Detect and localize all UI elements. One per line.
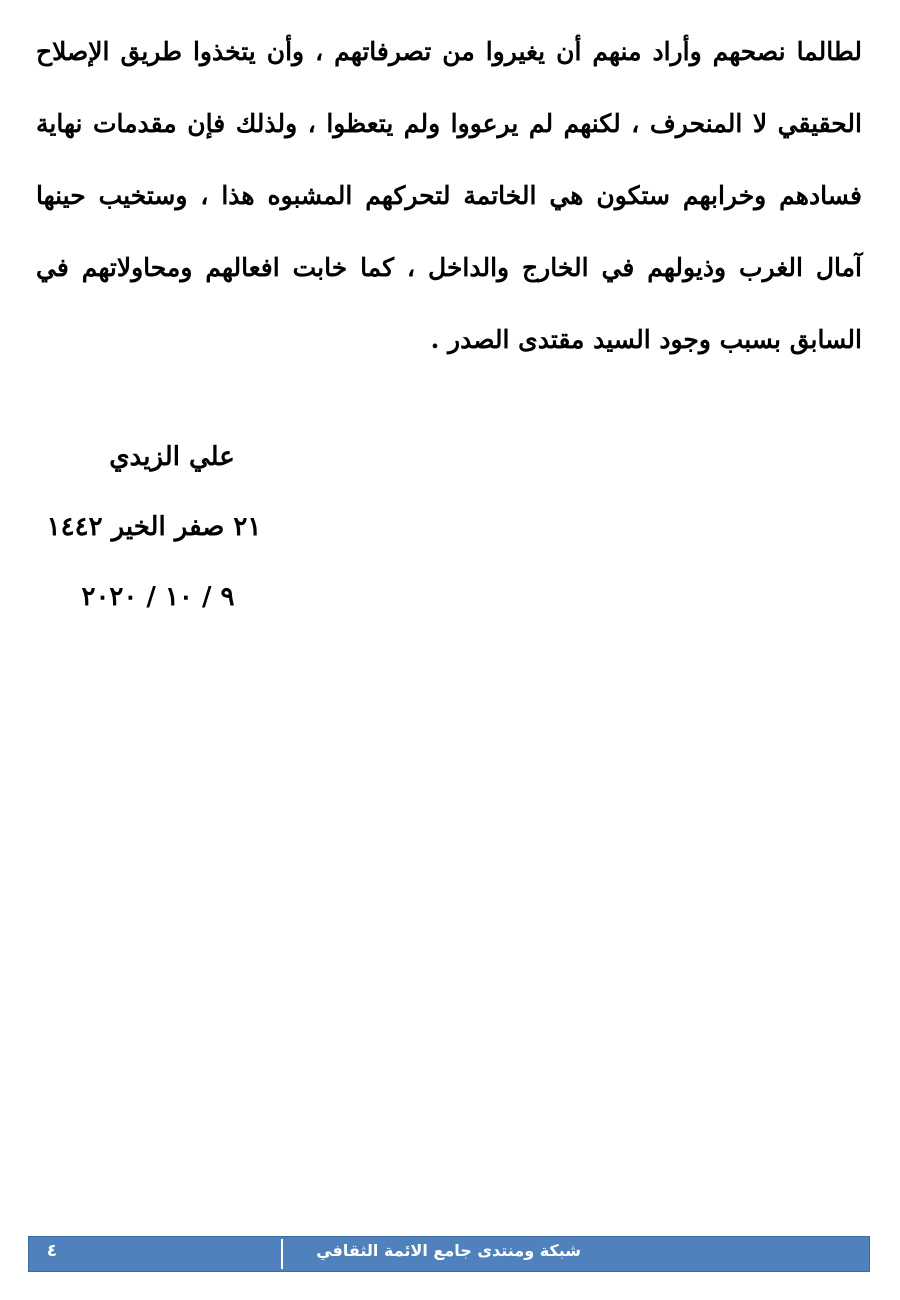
page-number: ٤ [46,1241,58,1261]
footer-divider [281,1239,283,1269]
hijri-date: ٢١ صفر الخير ١٤٤٢ [46,512,262,542]
body-paragraph: لطالما نصحهم وأراد منهم أن يغيروا من تصرفاتهم ، وأن يتخذوا طريق الإصلاح الحقيقي لا المنحرف ، لكنهم لم يرعووا ولم يتعظوا ، ولذلك فإن مقدمات نهاية فسادهم وخرابهم ستكون هي الخاتمة لتحركهم المشبوه هذا ، وستخيب حينها آمال الغرب وذيولهم في الخارج والداخل ، كما خابت افعالهم ومحاولاتهم في السابق بسبب وجود السيد مقتدى الصدر . [36,37,862,354]
page-footer [28,1236,870,1272]
gregorian-date: ٩ / ١٠ / ٢٠٢٠ [81,582,235,612]
author-name: علي الزيدي [109,442,235,472]
body-text-block [36,16,862,376]
footer-title: شبكة ومنتدى جامع الائمة الثقافي [316,1241,581,1260]
